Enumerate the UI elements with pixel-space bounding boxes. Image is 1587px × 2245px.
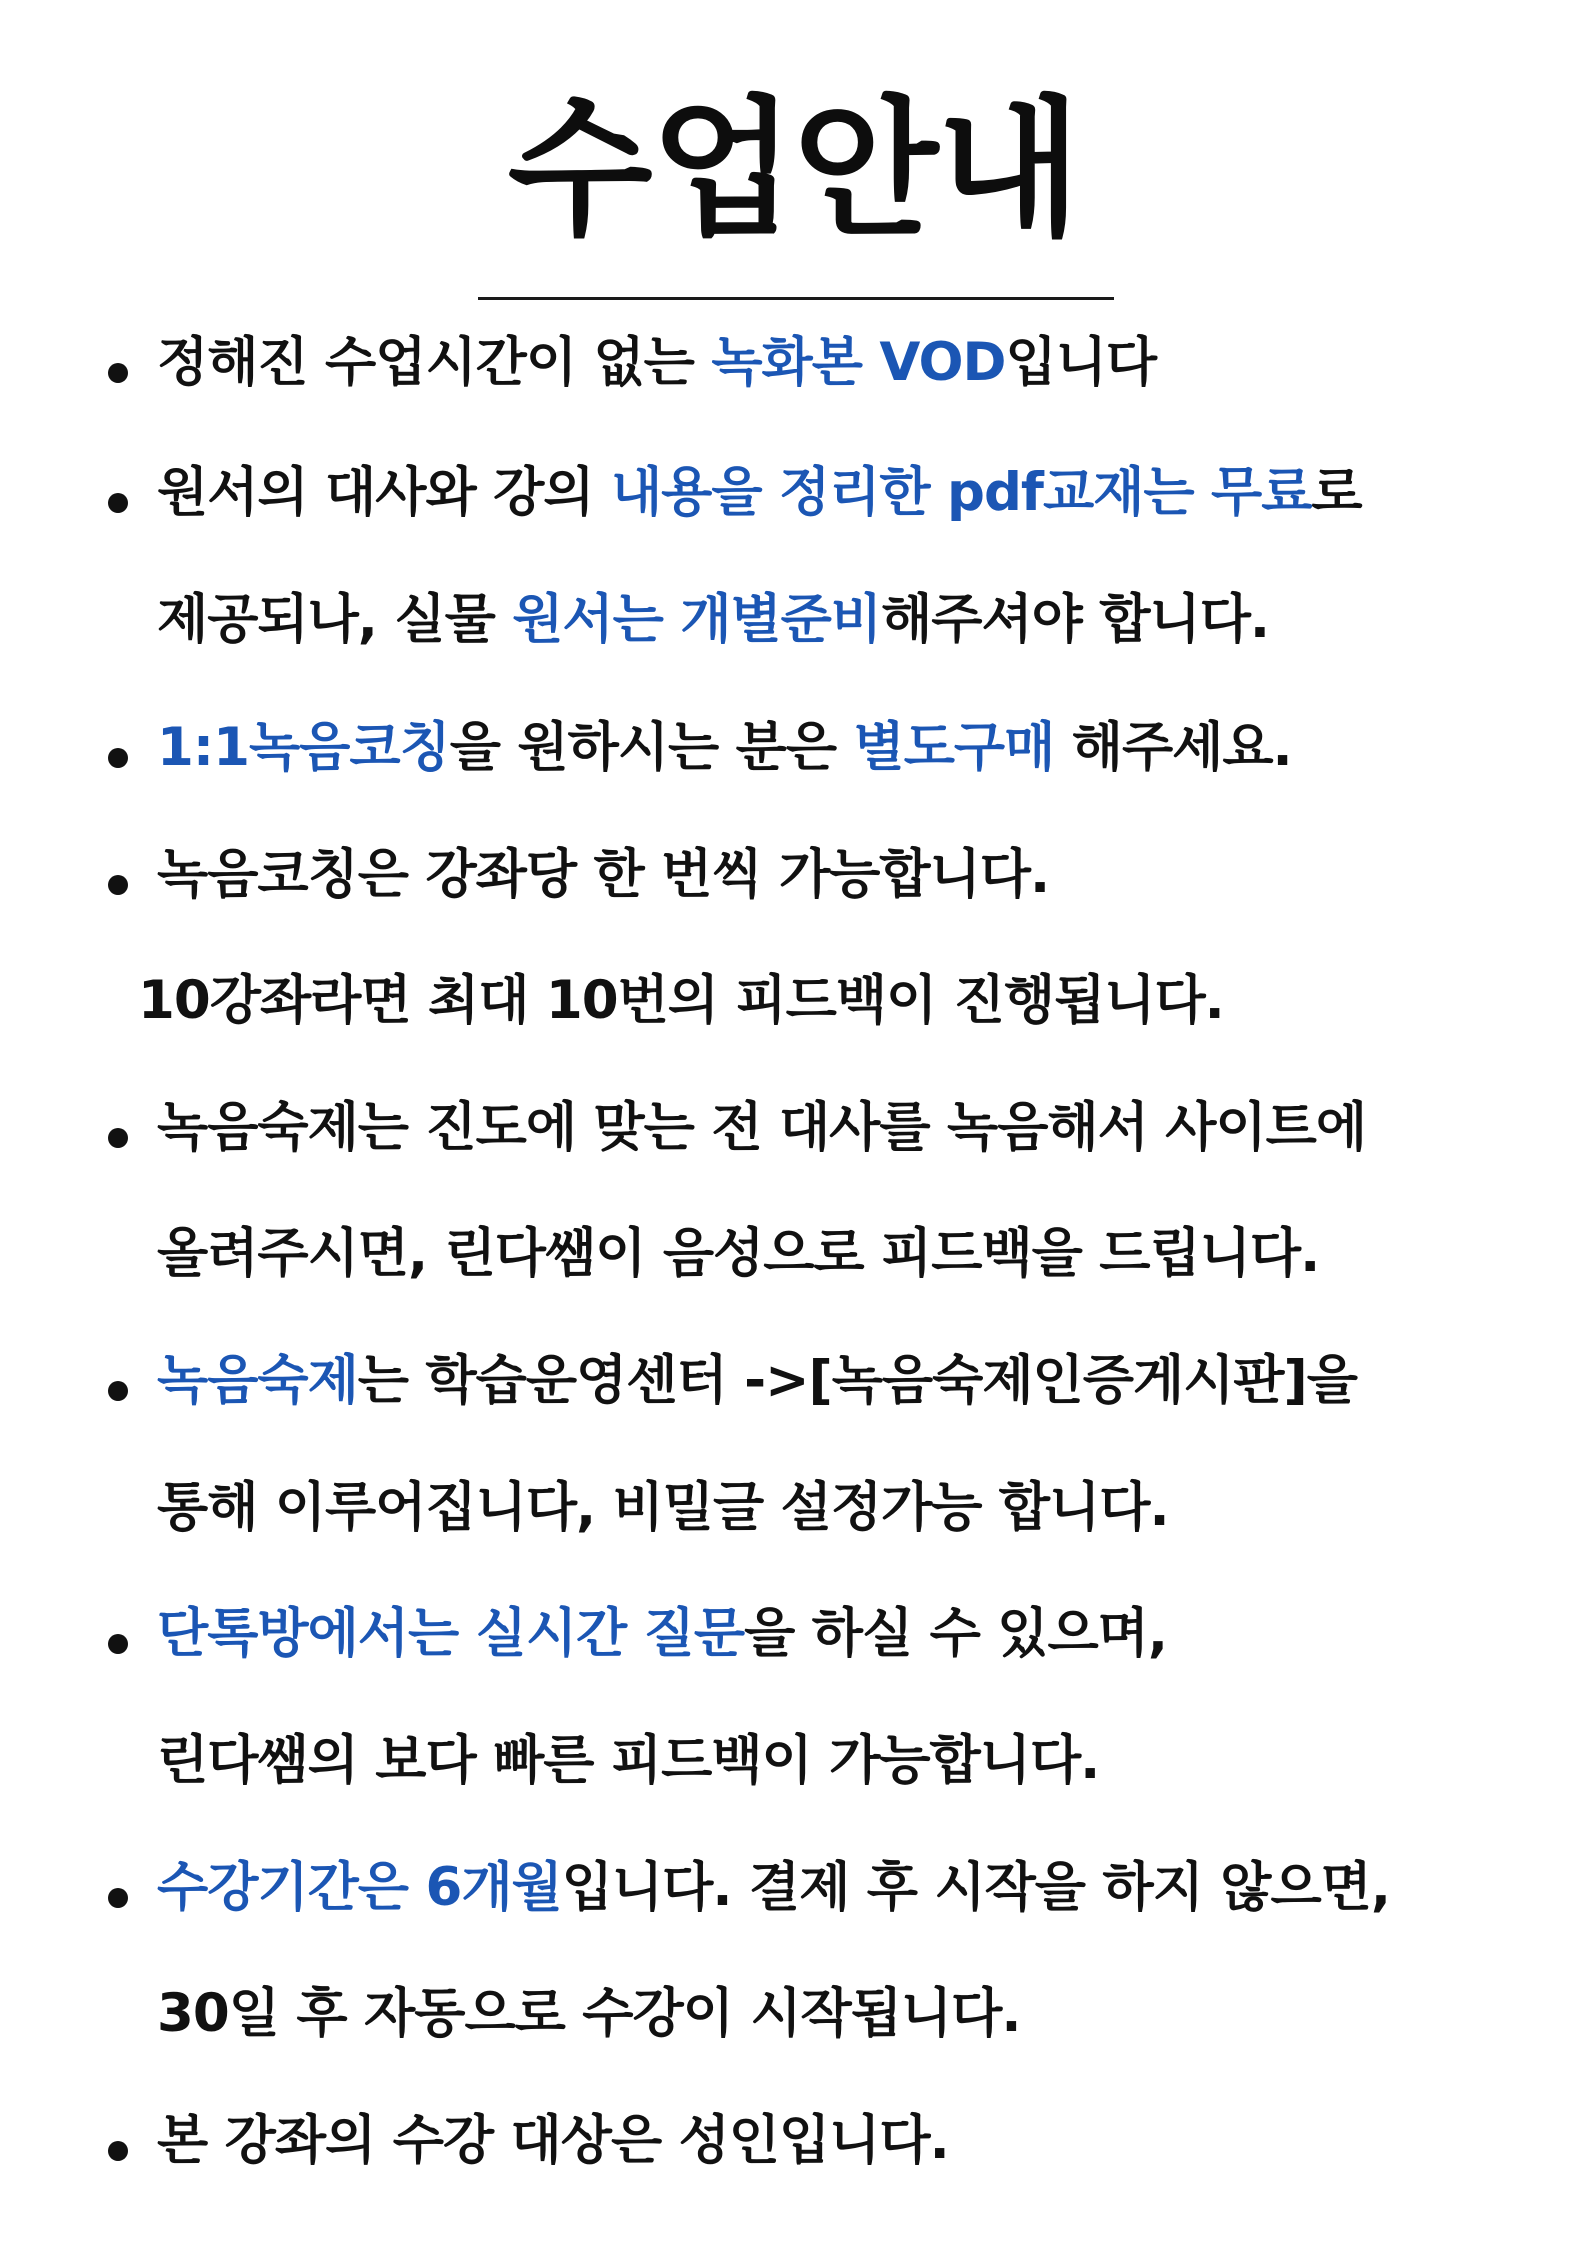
highlight-text: 녹화본 VOD [711, 332, 1006, 393]
page-title: 수업안내 [507, 83, 1080, 257]
notice-line [157, 2110, 949, 2171]
notice-text: 본 강좌의 수강 대상은 성인입니다. [157, 2110, 949, 2171]
notice-text: 을 하실 수 있으며, [744, 1603, 1167, 1664]
bullet-dot [108, 748, 128, 768]
notice-line [157, 717, 1292, 778]
highlight-text: 수강기간은 6개월 [157, 1857, 562, 1918]
highlight-text: 내용을 정리한 pdf교재는 무료 [610, 462, 1312, 523]
notice-text: 는 학습운영센터 ->[녹음숙제인증게시판]을 [357, 1350, 1357, 1411]
bullet-dot [108, 875, 128, 895]
notice-line [157, 332, 1157, 393]
bullet-dot [108, 1381, 128, 1401]
notice-text: 녹음숙제는 진도에 맞는 전 대사를 녹음해서 사이트에 [157, 1097, 1367, 1158]
bullet-dot [108, 2141, 128, 2161]
notice-text: 을 원하시는 분은 [449, 717, 854, 778]
notice-line [157, 1857, 1391, 1918]
notice-text: 통해 이루어집니다, 비밀글 설정가능 합니다. [157, 1477, 1169, 1538]
notice-text: 제공되나, 실물 [157, 589, 513, 650]
highlight-text: 별도구매 [853, 717, 1055, 778]
notice-line [157, 462, 1362, 523]
bullet-dot [108, 1128, 128, 1148]
highlight-text: 단톡방에서는 실시간 질문 [157, 1603, 745, 1664]
notice-line [157, 1097, 1367, 1158]
notice-text: 정해진 수업시간이 없는 [157, 332, 712, 393]
notice-line [157, 1477, 1169, 1538]
notice-text: 30일 후 자동으로 수강이 시작됩니다. [157, 1983, 1021, 2044]
highlight-text: 원서는 개별준비 [512, 589, 882, 650]
notice-line [157, 1350, 1357, 1411]
notice-text: 해주세요. [1054, 717, 1292, 778]
bullet-dot [108, 1634, 128, 1654]
notice-line [157, 589, 1270, 650]
notice-text: 녹음코칭은 강좌당 한 번씩 가능합니다. [157, 844, 1050, 905]
notice-text: 해주셔야 합니다. [881, 589, 1270, 650]
notice-text: 입니다 [1005, 332, 1157, 393]
notice-line [138, 970, 1224, 1031]
notice-text: 린다쌤의 보다 빠른 피드백이 가능합니다. [157, 1730, 1100, 1791]
highlight-text: 1:1녹음코칭 [157, 717, 450, 778]
notice-line [157, 1983, 1021, 2044]
notice-text: 입니다. 결제 후 시작을 하지 않으면, [561, 1857, 1391, 1918]
notice-line [157, 1223, 1320, 1284]
notice-text: 원서의 대사와 강의 [157, 462, 611, 523]
notice-text: 로 [1311, 462, 1362, 523]
notice-text: 10강좌라면 최대 10번의 피드백이 진행됩니다. [138, 970, 1224, 1031]
bullet-dot [108, 363, 128, 383]
bullet-dot [108, 1888, 128, 1908]
notice-line [157, 1730, 1100, 1791]
highlight-text: 녹음숙제 [157, 1350, 358, 1411]
bullet-dot [108, 493, 128, 513]
notice-line [157, 844, 1050, 905]
notice-line [157, 1603, 1167, 1664]
notice-text: 올려주시면, 린다쌤이 음성으로 피드백을 드립니다. [157, 1223, 1320, 1284]
